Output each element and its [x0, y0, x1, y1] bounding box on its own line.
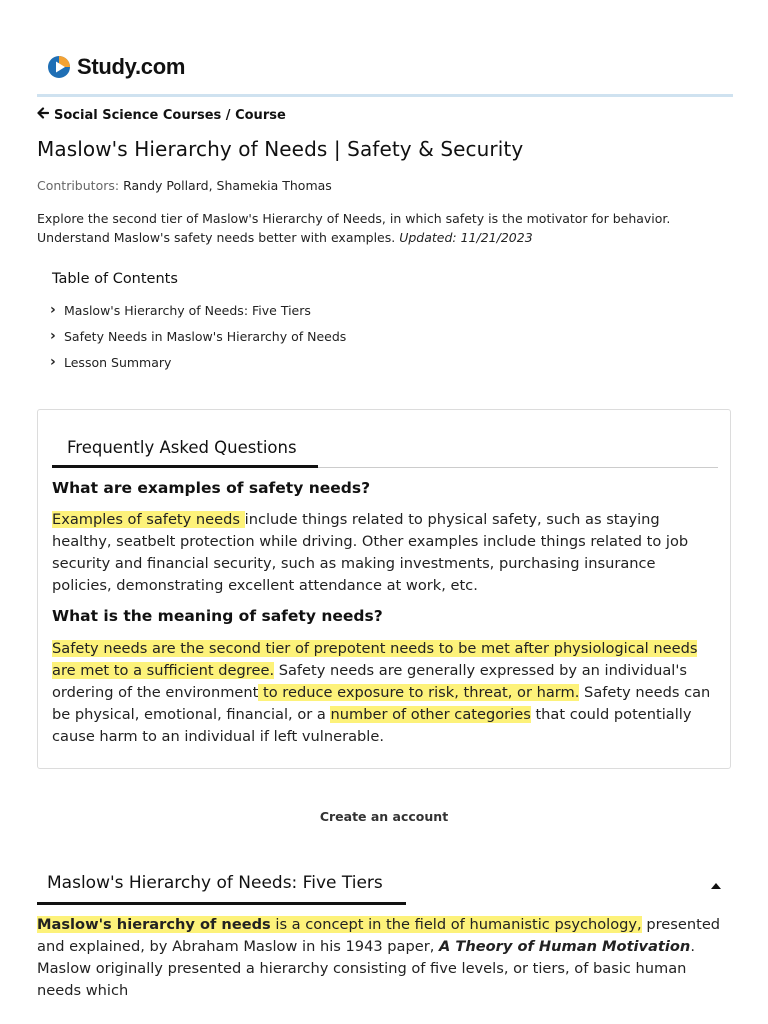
section-title-underline — [37, 902, 406, 905]
highlight — [37, 916, 642, 933]
faq-question-2: What is the meaning of safety needs? — [52, 607, 383, 625]
paragraph-text: . Maslow originally presented a hierarchy consisting of five levels, or tiers, of basic human needs which — [37, 938, 695, 999]
chevron-right-icon: › — [50, 354, 56, 370]
faq-panel — [37, 409, 731, 769]
toc-item-label[interactable]: Lesson Summary — [64, 354, 172, 370]
paper-title: A Theory of Human Motivation — [439, 938, 691, 955]
answer-text: that could potentially cause harm to an individual if left vulnerable. — [52, 706, 692, 745]
study-play-icon — [47, 55, 71, 79]
page-title: Maslow's Hierarchy of Needs | Safety & Security — [37, 137, 524, 161]
section-title[interactable]: Maslow's Hierarchy of Needs: Five Tiers — [47, 873, 383, 893]
logo-text: Study.com — [77, 54, 186, 79]
highlight: to reduce exposure to risk, threat, or harm. — [258, 684, 580, 701]
contributors-label: Contributors: — [37, 178, 120, 193]
tab-faq[interactable]: Frequently Asked Questions — [67, 438, 297, 457]
create-account-link[interactable]: Create an account — [319, 809, 449, 824]
faq-answer-2 — [52, 638, 714, 748]
answer-text: Safety needs are generally expressed by an individual's ordering of the environment — [52, 662, 687, 701]
chevron-right-icon: › — [50, 328, 56, 344]
faq-question-1: What are examples of safety needs? — [52, 479, 371, 497]
highlight: Examples of safety needs — [52, 511, 245, 528]
toc-item-label[interactable]: Safety Needs in Maslow's Hierarchy of Needs — [64, 328, 347, 344]
faq-tab-active-indicator — [52, 465, 318, 468]
description-text: Explore the second tier of Maslow's Hierarchy of Needs, in which safety is the motivator for behavior. Understand Maslow's safety needs better with examples. — [37, 211, 671, 245]
toc-item-safety-needs[interactable] — [50, 328, 346, 344]
toc-item-lesson-summary[interactable] — [50, 354, 171, 370]
highlight-text: is a concept in the field of humanistic psychology, — [270, 916, 642, 933]
chevron-right-icon: › — [50, 302, 56, 318]
contributors-names: Randy Pollard, Shamekia Thomas — [123, 178, 332, 193]
breadcrumb[interactable] — [37, 107, 286, 123]
highlight: Safety needs are the second tier of prepotent needs to be met after physiological needs are met to a sufficient degree. — [52, 640, 698, 679]
updated-date: Updated: 11/21/2023 — [399, 230, 533, 245]
toc-item-label[interactable]: Maslow's Hierarchy of Needs: Five Tiers — [64, 302, 311, 318]
answer-text: include things related to physical safety, such as staying healthy, seatbelt protection while driving. Other examples include things related to job security and financial security, such as making investments, purchasing insurance policies, demonstrating excellent attendance at work, etc. — [52, 511, 689, 594]
highlight: number of other categories — [330, 706, 531, 723]
answer-text: Safety needs can be physical, emotional, financial, or a — [52, 684, 711, 723]
contributors — [37, 178, 332, 193]
header-divider — [37, 94, 733, 97]
bold-term: Maslow's hierarchy of needs — [37, 916, 271, 933]
arrow-left-icon — [37, 107, 49, 123]
section-paragraph — [37, 914, 731, 1002]
paragraph-text: presented and explained, by Abraham Maslow in his 1943 paper, — [37, 916, 721, 955]
breadcrumb-label[interactable]: Social Science Courses / Course — [54, 107, 286, 123]
toc-title: Table of Contents — [52, 271, 178, 287]
study-logo[interactable] — [47, 54, 185, 80]
caret-up-icon[interactable] — [710, 880, 722, 893]
lesson-description — [37, 209, 727, 247]
toc-item-five-tiers[interactable] — [50, 302, 311, 318]
faq-answer-1 — [52, 509, 714, 597]
